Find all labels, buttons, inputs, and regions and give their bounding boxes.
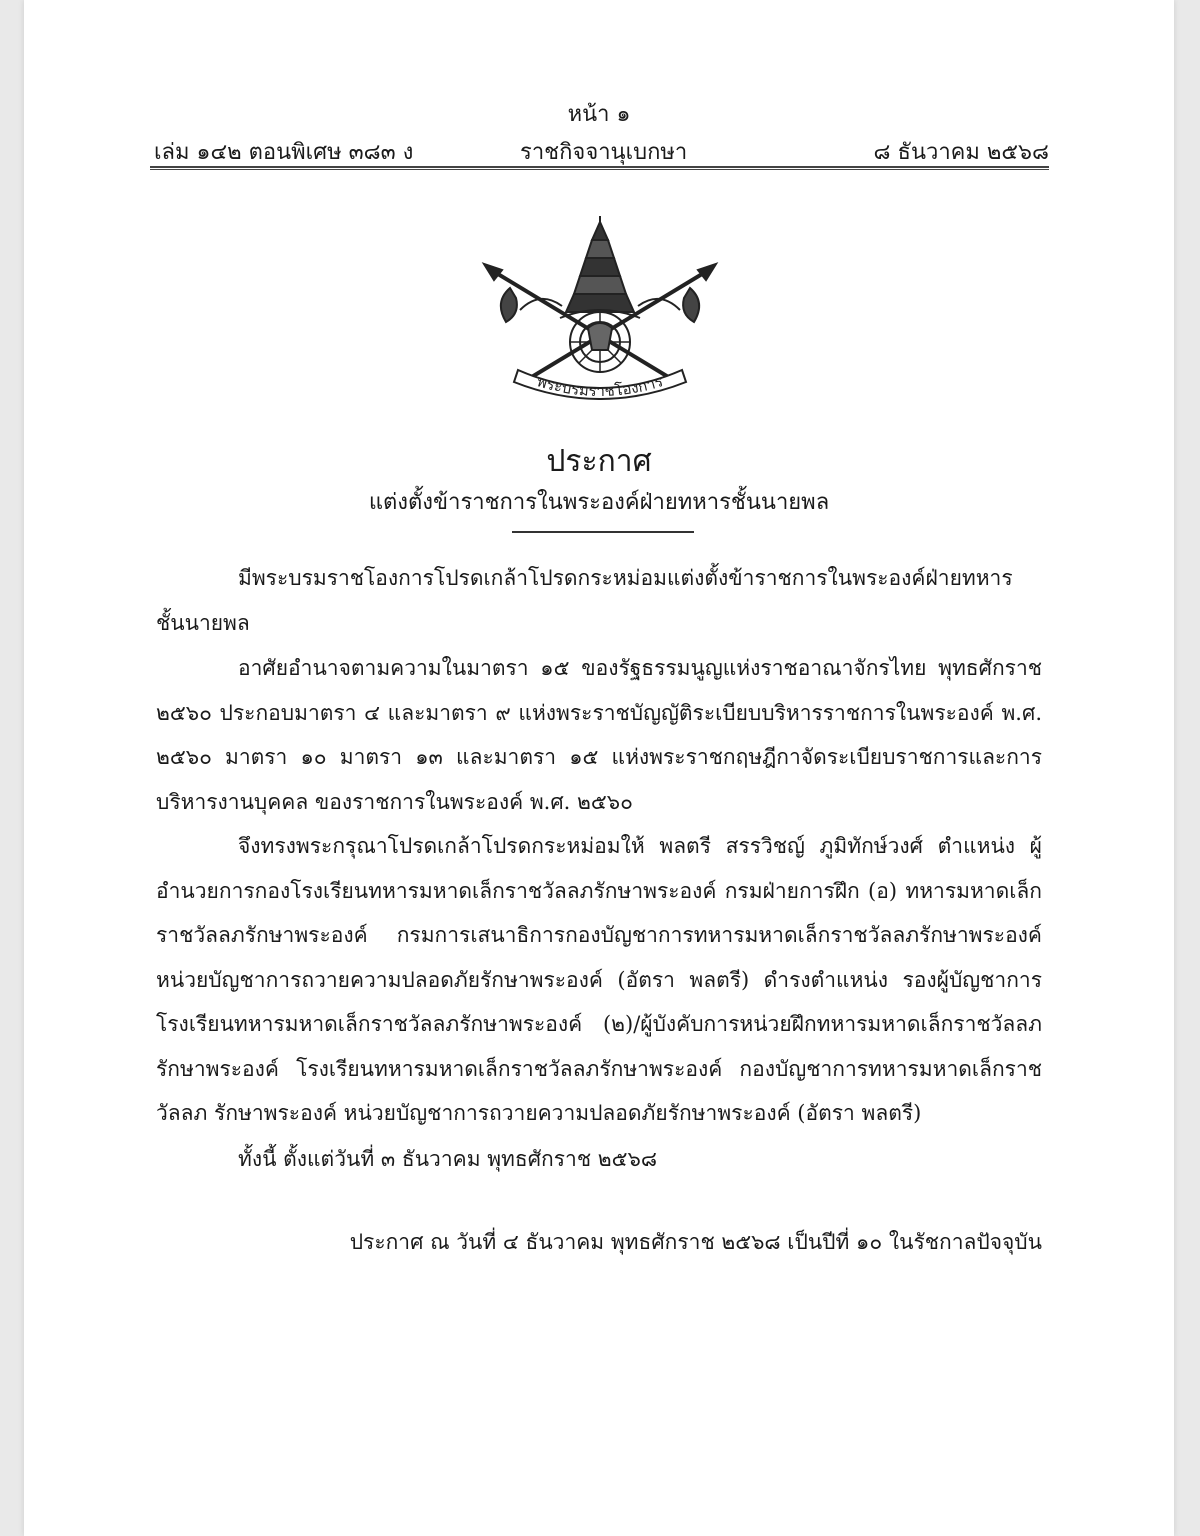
emblem-ribbon-text: พระบรมราชโองการ xyxy=(534,372,666,400)
body-paragraph-3 xyxy=(156,824,1042,1136)
title-divider xyxy=(512,531,694,533)
body-paragraph-1 xyxy=(156,556,1042,645)
gazette-header xyxy=(150,134,1049,164)
announcement-title: ประกาศ xyxy=(546,444,652,479)
volume-issue: เล่ม ๑๔๒ ตอนพิเศษ ๓๘๓ ง xyxy=(154,140,414,165)
royal-emblem-icon xyxy=(480,210,720,400)
paragraph-1-text: มีพระบรมราชโองการโปรดเกล้าโปรดกระหม่อมแต่งตั้งข้าราชการในพระองค์ฝ่ายทหาร ชั้นนายพล xyxy=(156,566,1013,635)
paragraph-3-text: จึงทรงพระกรุณาโปรดเกล้าโปรดกระหม่อมให้ พลตรี สรรวิชญ์ ภูมิทักษ์วงศ์ ตำแหน่ง ผู้อำนวยการกองโรงเรียนทหารมหาดเล็กราชวัลลภรักษาพระองค์ กรมฝ่ายการฝึก (อ) ทหารมหาดเล็ก ราชวัลลภรักษาพระองค์ กรมการเสนาธิการกองบัญชาการทหารมหาดเล็กราชวัลลภรักษาพระองค์ หน่วยบัญชาการถวายความปลอดภัยรักษาพระองค์ (อัตรา พลตรี) ดำรงตำแหน่ง รองผู้บัญชาการ โรงเรียนทหารมหาดเล็กราชวัลลภรักษาพระองค์ (๒)/ผู้บังคับการหน่วยฝึกทหารมหาดเล็กราชวัลลภ รักษาพระองค์ โรงเรียนทหารมหาดเล็กราชวัลลภรักษาพระองค์ กองบัญชาการทหารมหาดเล็กราชวัลลภ รักษาพระองค์ หน่วยบัญชาการถวายความปลอดภัยรักษาพระองค์ (อัตรา พลตรี) xyxy=(156,834,1042,1125)
signoff-date-line: ประกาศ ณ วันที่ ๔ ธันวาคม พุทธศักราช ๒๕๖๘ เป็นปีที่ ๑๐ ในรัชกาลปัจจุบัน xyxy=(349,1230,1042,1254)
paragraph-4-text: ทั้งนี้ ตั้งแต่วันที่ ๓ ธันวาคม พุทธศักราช ๒๕๖๘ xyxy=(238,1147,658,1171)
body-paragraph-2 xyxy=(156,646,1042,824)
announcement-subtitle: แต่งตั้งข้าราชการในพระองค์ฝ่ายทหารชั้นนายพล xyxy=(368,490,830,515)
svg-text:พระบรมราชโองการ xyxy=(535,372,665,400)
paragraph-2-text: อาศัยอำนาจตามความในมาตรา ๑๕ ของรัฐธรรมนูญแห่งราชอาณาจักรไทย พุทธศักราช ๒๕๖๐ ประกอบมาตรา ๔ และมาตรา ๙ แห่งพระราชบัญญัติระเบียบบริหารราชการในพระองค์ พ.ศ. ๒๕๖๐ มาตรา ๑๐ มาตรา ๑๓ และมาตรา ๑๕ แห่งพระราชกฤษฎีกาจัดระเบียบราชการและการบริหารงานบุคคล ของราชการในพระองค์ พ.ศ. ๒๕๖๐ xyxy=(156,656,1042,814)
publication-date: ๘ ธันวาคม ๒๕๖๘ xyxy=(873,140,1049,165)
body-paragraph-4 xyxy=(156,1137,1042,1182)
publication-name: ราชกิจจานุเบกษา xyxy=(520,140,688,165)
page-number: หน้า ๑ xyxy=(567,102,631,127)
header-divider xyxy=(150,166,1049,170)
document-page xyxy=(24,0,1174,1536)
